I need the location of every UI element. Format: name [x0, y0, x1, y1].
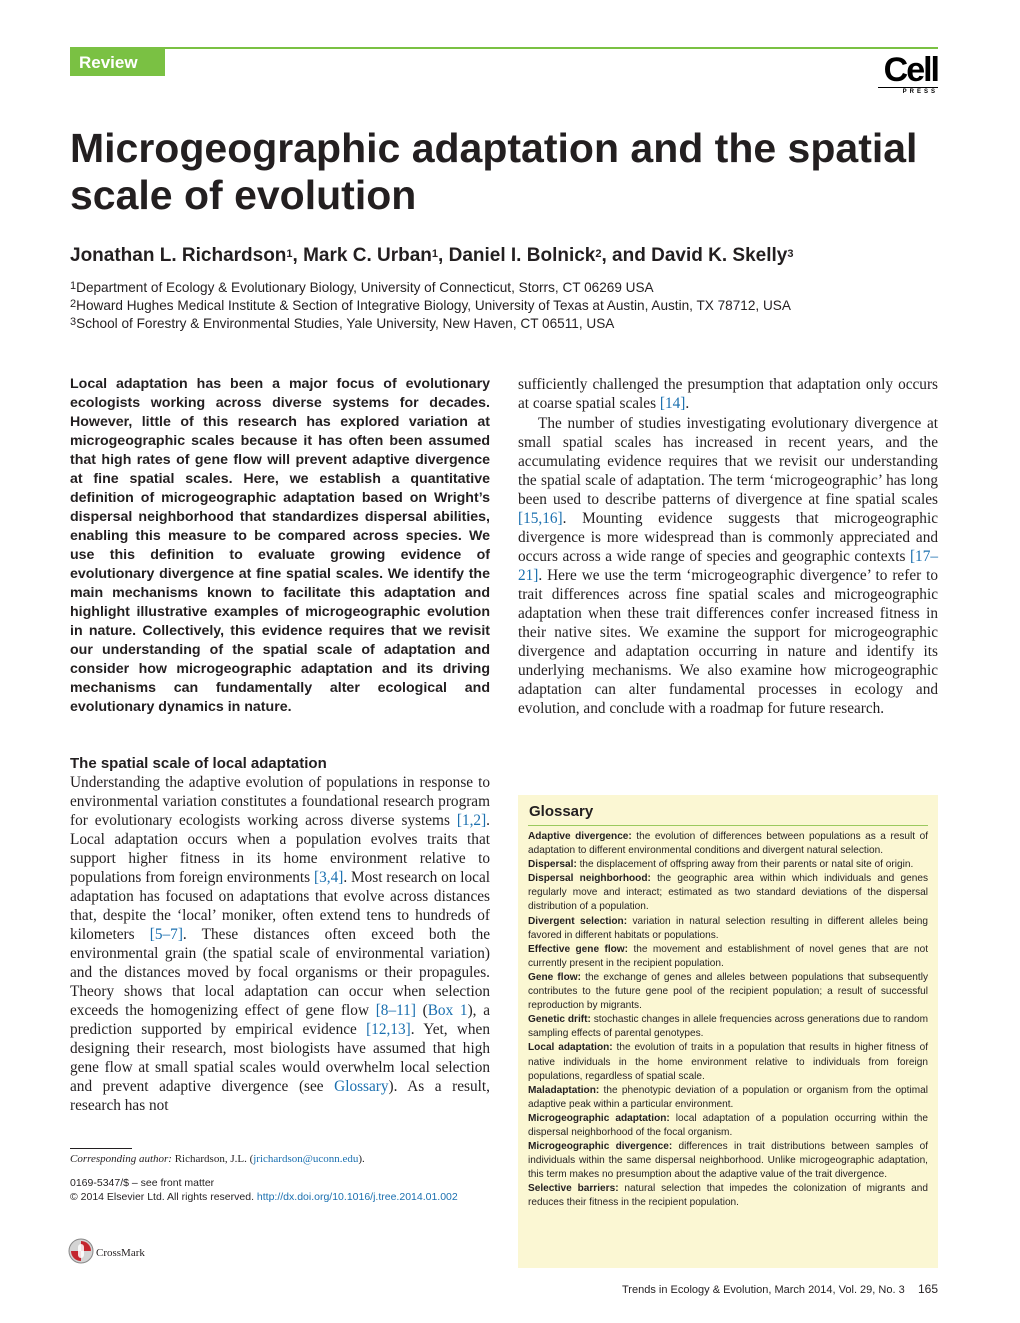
glossary-term: Effective gene flow:	[528, 943, 629, 955]
affiliation-number: 3	[70, 316, 77, 328]
citation-link[interactable]: [1,2]	[456, 812, 487, 829]
glossary-definition: differences in trait distributions between samples of individuals within the same dispersal neighborhood. Unlike microgeographic adaptation, this term makes no presumption about the adaptive value of the trait divergence.	[528, 1141, 928, 1181]
glossary-entry	[528, 830, 928, 858]
corresponding-close: ).	[358, 1153, 365, 1165]
citation-link[interactable]: [14]	[659, 395, 686, 412]
author-list	[70, 243, 950, 269]
logo-wordmark: Cell	[883, 51, 938, 89]
glossary-term: Genetic drift:	[528, 1014, 591, 1026]
text-run: ). As a result, research has not	[70, 1078, 490, 1114]
text-run: . Local adaptation occurs when a population evolves traits that support higher fitness in its home environment relative to populations from foreign environments	[70, 812, 490, 886]
glossary-term: Selective barriers:	[528, 1183, 619, 1195]
body-text-right-p1	[518, 375, 938, 413]
glossary-box	[518, 795, 938, 1268]
header-rule	[70, 47, 938, 49]
glossary-entry	[528, 1041, 928, 1083]
copyright-text: © 2014 Elsevier Ltd. All rights reserved.	[70, 1191, 257, 1203]
affiliation-text: Department of Ecology & Evolutionary Biology, University of Connecticut, Storrs, CT 06269 USA	[76, 280, 654, 295]
glossary-title: Glossary	[529, 803, 594, 820]
glossary-entry	[528, 1182, 928, 1210]
glossary-definition: natural selection that impedes the colonization of migrants and reduces their fitness in the recipient population.	[528, 1183, 928, 1209]
text-run: sufficiently challenged the presumption that adaptation only occurs at coarse spatial scales	[518, 376, 938, 412]
corresponding-label: Corresponding author:	[70, 1153, 172, 1165]
author-separator: , and	[601, 245, 652, 266]
crossmark-badge[interactable]	[68, 1240, 145, 1266]
section-heading: The spatial scale of local adaptation	[70, 755, 327, 772]
glossary-list	[528, 830, 928, 1211]
text-run: Understanding the adaptive evolution of populations in response to environmental variation constitutes a foundational research program for evolutionary ecologists working across diverse systems	[70, 774, 490, 829]
footer-journal-citation: Trends in Ecology & Evolution, March 2014, Vol. 29, No. 3	[622, 1284, 905, 1296]
author-separator: ,	[438, 245, 449, 266]
glossary-entry	[528, 943, 928, 971]
glossary-term: Dispersal neighborhood:	[528, 873, 651, 885]
page-number: 165	[918, 1282, 939, 1296]
text-run: . Here we use the term ‘microgeographic divergence’ to refer to trait differences across fine spatial scales and microgeographic adaptation when these trait differences confer increased fitness in their native sites. We examine the support for microgeographic divergence and adaptation occurring in nature and identify its underlying mechanisms. We also examine how microgeographic adaptation can alter fundamental processes in ecology and evolution, and conclude with a roadmap for future research.	[518, 567, 938, 717]
glossary-rule	[528, 825, 928, 826]
glossary-definition: variation in natural selection resulting in different alleles being favored in different habitats or populations.	[528, 915, 928, 941]
citation-link[interactable]: [12,13]	[366, 1021, 411, 1038]
glossary-entry	[528, 872, 928, 914]
text-run: ), a prediction supported by empirical evidence	[70, 1002, 490, 1038]
body-text-right-p2	[518, 414, 938, 718]
affiliation-list	[70, 279, 950, 333]
glossary-entry	[528, 1140, 928, 1182]
author-affiliation-mark: 3	[787, 248, 794, 260]
copyright-line	[70, 1190, 458, 1204]
body-text-left	[70, 773, 490, 1115]
glossary-definition: stochastic changes in allele frequencies across generations due to random sampling effects of parental genotypes.	[528, 1014, 928, 1040]
glossary-term: Dispersal:	[528, 859, 577, 871]
text-run: The number of studies investigating evolutionary divergence at small spatial scales has increased in recent years, and the accumulating evidence requires that we revisit our understanding the spatial scale of adaptation. The term ‘microgeographic’ has long been used to describe patterns of divergence at fine spatial scales	[518, 415, 938, 508]
citation-link[interactable]: [3,4]	[314, 869, 344, 886]
glossary-entry	[528, 971, 928, 1013]
glossary-term: Microgeographic adaptation:	[528, 1112, 670, 1124]
text-run: . These distances often exceed both the environmental grain (the spatial scale of environmental variation) and the distances moved by focal organisms or their propagules. Theory shows that local adaptation can occur when selection exceeds the homogenizing effect of gene flow	[70, 926, 491, 1019]
glossary-definition: local adaptation of a population occurring within the dispersal neighborhood of the focal organism.	[528, 1112, 928, 1138]
glossary-term: Microgeographic divergence:	[528, 1141, 673, 1153]
citation-link[interactable]: [8–11]	[375, 1002, 416, 1019]
glossary-definition: the phenotypic deviation of a population or organism from the optimal adaptive peak within a particular environment.	[528, 1084, 928, 1110]
corresponding-author-note	[70, 1152, 510, 1166]
abstract: Local adaptation has been a major focus of evolutionary ecologists working across diverse systems for decades. However, little of this research has explored variation at microgeographic scales because it has often been assumed that high rates of gene flow will prevent adaptive divergence at fine spatial scales. Here, we establish a quantitative definition of microgeographic adaptation based on Wright’s dispersal neighborhood that standardizes dispersal abilities, enabling this measure to be compared across species. We use this definition to evaluate growing evidence of evolutionary divergence at fine spatial scales. We identify the main mechanisms known to facilitate this adaptation and highlight illustrative examples of microgeographic evolution in nature. Collectively, this evidence requires that we revisit our understanding of the spatial scale of adaptation and consider how microgeographic adaptation and its driving mechanisms can fundamentally alter ecological and evolutionary dynamics in nature.	[70, 376, 490, 715]
citation-link[interactable]: Glossary	[334, 1078, 389, 1095]
affiliation-text: Howard Hughes Medical Institute & Section of Integrative Biology, University of Texas at Austin, Austin, TX 78712, USA	[76, 298, 791, 313]
glossary-definition: the evolution of traits in a population that results in higher fitness of native individuals in the home environment relative to individuals from foreign populations, regardless of spatial scale.	[528, 1042, 928, 1082]
corresponding-name: Richardson, J.L. (	[171, 1153, 254, 1165]
issn-line: 0169-5347/$ – see front matter	[70, 1177, 215, 1189]
footnote-rule	[70, 1148, 132, 1149]
glossary-term: Gene flow:	[528, 971, 581, 983]
corresponding-email-link[interactable]: jrichardson@uconn.edu	[253, 1153, 359, 1165]
glossary-entry	[528, 858, 928, 872]
affiliation	[70, 297, 950, 315]
glossary-entry	[528, 1013, 928, 1041]
affiliation	[70, 315, 950, 333]
text-run: .	[685, 395, 690, 412]
author-affiliation-mark: 1	[431, 248, 439, 260]
text-run: . Mounting evidence suggests that microgeographic divergence is more widespread than is commonly appreciated and occurs across a wide range of species and geographic contexts	[518, 510, 938, 565]
glossary-term: Adaptive divergence:	[528, 831, 632, 842]
author-affiliation-mark: 1	[286, 248, 293, 260]
glossary-definition: the evolution of differences between populations as a result of adaptation to different environmental conditions and divergent natural selection.	[528, 831, 929, 857]
cell-press-logo	[878, 51, 938, 96]
affiliation-number: 1	[70, 280, 77, 292]
citation-link[interactable]: [5–7]	[149, 926, 183, 943]
citation-link[interactable]: Box 1	[427, 1002, 468, 1019]
glossary-definition: the geographic area within which individuals and genes regularly move and interact; estimated as two standard deviations of the dispersal distribution of a population.	[528, 873, 929, 913]
text-run: (	[415, 1002, 428, 1019]
citation-link[interactable]: [15,16]	[518, 510, 563, 527]
glossary-entry	[528, 1084, 928, 1112]
glossary-term: Maladaptation:	[528, 1084, 600, 1096]
author-name: David K. Skelly	[651, 245, 788, 266]
section-tag: Review	[70, 49, 165, 76]
affiliation-text: School of Forestry & Environmental Studies, Yale University, New Haven, CT 06511, USA	[76, 316, 615, 331]
author-name: Daniel I. Bolnick	[448, 245, 596, 266]
glossary-definition: the displacement of offspring away from their parents or natal site of origin.	[576, 859, 914, 871]
text-run: . Most research on local adaptation has focused on adaptations that evolve across distances that, despite the ‘local’ moniker, often extend tens to hundreds of kilometers	[70, 869, 490, 943]
glossary-entry	[528, 915, 928, 943]
glossary-term: Local adaptation:	[528, 1042, 613, 1054]
glossary-entry	[528, 1112, 928, 1140]
article-title: Microgeographic adaptation and the spatial scale of evolution	[70, 125, 918, 218]
logo-subtext: PRESS	[878, 87, 938, 96]
author-affiliation-mark: 2	[595, 248, 602, 260]
glossary-definition: the movement and establishment of novel genes that are not currently present in the recipient population.	[528, 943, 928, 969]
crossmark-icon	[68, 1238, 94, 1269]
author-name: Jonathan L. Richardson	[70, 245, 287, 266]
affiliation-number: 2	[70, 298, 77, 310]
citation-link[interactable]: [17–21]	[518, 548, 938, 584]
author-separator: ,	[292, 245, 304, 266]
crossmark-label: CrossMark	[96, 1247, 145, 1259]
doi-link[interactable]: http://dx.doi.org/10.1016/j.tree.2014.01.002	[256, 1191, 458, 1203]
glossary-term: Divergent selection:	[528, 915, 628, 927]
author-name: Mark C. Urban	[303, 245, 432, 266]
text-run: . Yet, when designing their research, most biologists have assumed that high gene flow at small spatial scales would overwhelm local selection and prevent adaptive divergence (see	[70, 1021, 490, 1095]
affiliation	[70, 279, 950, 297]
glossary-definition: the exchange of genes and alleles between populations that subsequently contributes to the future gene pool of the recipient population; a result of successful reproduction by migrants.	[528, 971, 929, 1012]
